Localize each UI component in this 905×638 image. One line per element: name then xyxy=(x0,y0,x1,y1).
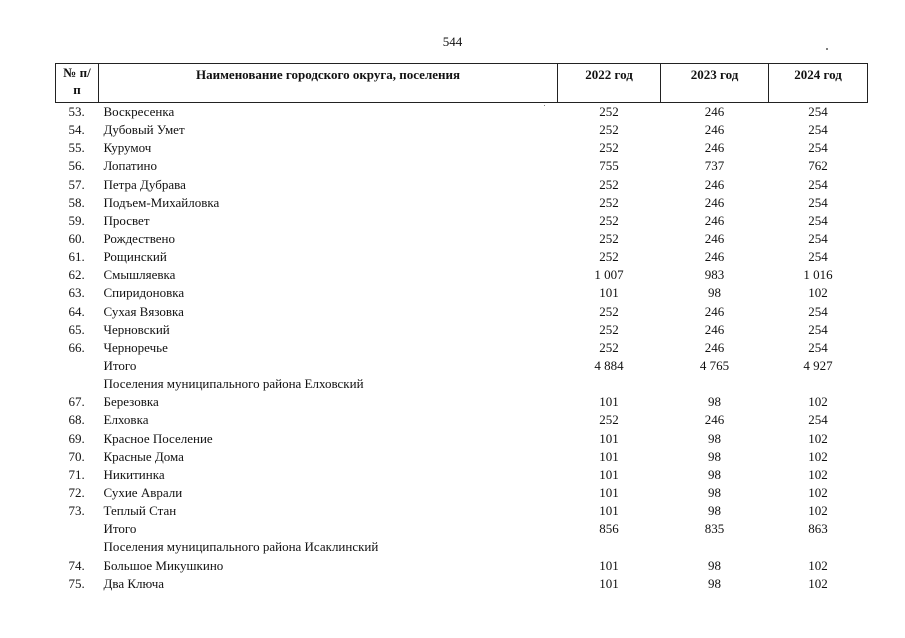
row-number: 73. xyxy=(68,503,85,519)
row-name: Сухая Вязовка xyxy=(103,303,184,319)
table-row xyxy=(56,484,868,502)
row-name: Красное Поселение xyxy=(103,430,213,446)
row-number: 74. xyxy=(68,557,85,573)
table-row xyxy=(56,430,868,448)
table-body xyxy=(56,103,868,593)
row-value-2024: 102 xyxy=(808,575,828,591)
row-value-2022: 101 xyxy=(599,557,619,573)
row-value-2022: 101 xyxy=(599,466,619,482)
table-row xyxy=(56,538,868,556)
header-number-label: № п/п xyxy=(63,65,91,97)
table-row xyxy=(56,212,868,230)
budget-table xyxy=(55,63,868,593)
row-name: Черноречье xyxy=(103,339,168,355)
row-number: 66. xyxy=(68,339,85,355)
row-number: 75. xyxy=(68,575,85,591)
table-row xyxy=(56,303,868,321)
row-number: 64. xyxy=(68,303,85,319)
row-number: 54. xyxy=(68,122,85,138)
row-number: 63. xyxy=(68,285,85,301)
row-value-2022: 101 xyxy=(599,484,619,500)
table-row xyxy=(56,520,868,538)
row-value-2022: 4 884 xyxy=(594,357,624,373)
table-row xyxy=(56,466,868,484)
row-value-2023: 246 xyxy=(704,412,725,428)
row-value-2024 xyxy=(769,375,868,393)
row-value-2023: 246 xyxy=(704,176,725,192)
row-value-2024: 102 xyxy=(808,285,828,301)
row-number: 56. xyxy=(68,158,85,174)
table-row xyxy=(56,248,868,266)
row-value-2023 xyxy=(661,538,769,556)
row-name: Поселения муниципального района Елховский xyxy=(103,376,364,392)
row-name: Итого xyxy=(103,357,137,373)
row-value-2024: 254 xyxy=(808,176,828,192)
row-number xyxy=(56,357,99,375)
row-value-2024: 102 xyxy=(808,448,828,464)
row-value-2024: 254 xyxy=(808,140,828,156)
table-row xyxy=(56,339,868,357)
row-value-2022: 101 xyxy=(599,575,619,591)
row-name: Подъем-Михайловка xyxy=(103,194,220,210)
row-value-2022: 252 xyxy=(599,249,619,265)
row-value-2022: 252 xyxy=(599,339,619,355)
row-number: 58. xyxy=(68,194,85,210)
row-name: Смышляевка xyxy=(103,267,176,283)
row-value-2023: 98 xyxy=(708,557,721,573)
row-name: Елховка xyxy=(103,412,149,428)
row-name: Большое Микушкино xyxy=(103,557,224,573)
row-number: 57. xyxy=(68,176,85,192)
table-row xyxy=(56,121,868,139)
header-year-2022: 2022 год xyxy=(558,64,661,103)
row-value-2024: 254 xyxy=(808,303,828,319)
row-name: Рощинский xyxy=(103,249,167,265)
row-name: Березовка xyxy=(103,394,159,410)
header-year-2023: 2023 год xyxy=(661,64,769,103)
row-value-2023: 246 xyxy=(704,122,725,138)
table-row xyxy=(56,176,868,194)
row-value-2022: 856 xyxy=(599,521,619,537)
row-name: Итого xyxy=(103,521,137,537)
row-value-2022: 101 xyxy=(599,448,619,464)
row-value-2024: 102 xyxy=(808,557,828,573)
row-value-2023: 4 765 xyxy=(699,357,730,373)
row-number: 59. xyxy=(68,212,85,228)
row-value-2024: 102 xyxy=(808,503,828,519)
row-value-2022: 101 xyxy=(599,394,619,410)
row-name: Просвет xyxy=(103,212,150,228)
table-row xyxy=(56,321,868,339)
row-value-2024: 762 xyxy=(808,158,828,174)
row-name: Теплый Стан xyxy=(103,503,177,519)
row-value-2023: 246 xyxy=(704,140,725,156)
row-name: Курумоч xyxy=(103,140,152,156)
row-value-2023: 246 xyxy=(704,194,725,210)
row-value-2023 xyxy=(661,375,769,393)
row-value-2023: 98 xyxy=(708,503,721,519)
row-value-2024: 102 xyxy=(808,394,828,410)
row-value-2022: 252 xyxy=(599,212,619,228)
row-value-2023: 246 xyxy=(704,303,725,319)
row-number xyxy=(56,520,99,538)
row-number: 72. xyxy=(68,484,85,500)
row-value-2023: 246 xyxy=(704,249,725,265)
row-name: Лопатино xyxy=(103,158,157,174)
row-number: 70. xyxy=(68,448,85,464)
row-number: 69. xyxy=(68,430,85,446)
row-value-2022: 101 xyxy=(599,285,619,301)
row-value-2022: 252 xyxy=(599,122,619,138)
table-row xyxy=(56,103,868,122)
row-value-2024: 254 xyxy=(808,104,828,119)
row-name: Никитинка xyxy=(103,466,165,482)
row-value-2023: 98 xyxy=(708,466,721,482)
row-value-2024: 254 xyxy=(808,212,828,228)
header-number xyxy=(56,64,99,103)
row-name: Красные Дома xyxy=(103,448,184,464)
row-value-2024: 102 xyxy=(808,484,828,500)
row-value-2022: 101 xyxy=(599,430,619,446)
row-name: Рождествено xyxy=(103,230,176,246)
table-header xyxy=(56,64,868,103)
row-value-2023: 98 xyxy=(708,448,721,464)
table-row xyxy=(56,411,868,429)
row-value-2024: 254 xyxy=(808,249,828,265)
row-value-2024 xyxy=(769,538,868,556)
row-value-2024: 102 xyxy=(808,430,828,446)
row-value-2024: 254 xyxy=(808,339,828,355)
table-row xyxy=(56,393,868,411)
table-row xyxy=(56,266,868,284)
table-row xyxy=(56,357,868,375)
row-value-2024: 254 xyxy=(808,230,828,246)
row-number: 71. xyxy=(68,466,85,482)
row-value-2022: 1 007 xyxy=(594,267,624,283)
table-row xyxy=(56,502,868,520)
row-value-2022: 252 xyxy=(599,412,619,428)
table-row xyxy=(56,375,868,393)
table-row xyxy=(56,575,868,593)
row-value-2023: 98 xyxy=(708,285,721,301)
row-value-2024: 4 927 xyxy=(803,357,833,373)
row-value-2023: 737 xyxy=(704,158,725,174)
row-value-2023: 835 xyxy=(704,521,725,537)
row-value-2024: 254 xyxy=(808,194,828,210)
row-number: 60. xyxy=(68,230,85,246)
row-number: 62. xyxy=(68,267,85,283)
header-row xyxy=(56,64,868,103)
row-value-2023: 246 xyxy=(704,212,725,228)
row-number: 67. xyxy=(68,394,85,410)
row-value-2024: 102 xyxy=(808,466,828,482)
row-name: Два Ключа xyxy=(103,575,165,591)
row-value-2023: 246 xyxy=(704,339,725,355)
row-name: Дубовый Умет xyxy=(103,122,185,138)
row-name: Поселения муниципального района Исаклинский xyxy=(103,539,379,555)
scan-speck xyxy=(544,105,545,106)
row-number xyxy=(56,375,99,393)
scan-speck xyxy=(826,48,828,50)
table-row xyxy=(56,557,868,575)
table-row xyxy=(56,448,868,466)
row-value-2022: 252 xyxy=(599,321,619,337)
row-value-2023: 246 xyxy=(704,321,725,337)
table-row xyxy=(56,284,868,302)
header-year-2024: 2024 год xyxy=(769,64,868,103)
table-row xyxy=(56,157,868,175)
row-number: 61. xyxy=(68,249,85,265)
row-value-2023: 98 xyxy=(708,575,721,591)
row-number xyxy=(56,538,99,556)
row-value-2022 xyxy=(558,538,661,556)
row-value-2024: 863 xyxy=(808,521,828,537)
row-value-2022: 252 xyxy=(599,104,619,119)
table-row xyxy=(56,139,868,157)
row-number: 65. xyxy=(68,321,85,337)
row-name: Сухие Аврали xyxy=(103,484,183,500)
row-value-2024: 254 xyxy=(808,122,828,138)
table-row xyxy=(56,194,868,212)
row-value-2022: 252 xyxy=(599,230,619,246)
row-value-2022: 252 xyxy=(599,176,619,192)
row-value-2024: 254 xyxy=(808,321,828,337)
row-value-2023: 246 xyxy=(704,230,725,246)
row-value-2023: 246 xyxy=(704,104,725,119)
row-name: Спиридоновка xyxy=(103,285,185,301)
row-value-2022 xyxy=(558,375,661,393)
row-number: 68. xyxy=(68,412,85,428)
row-value-2023: 98 xyxy=(708,484,721,500)
header-name: Наименование городского округа, поселения xyxy=(99,64,558,103)
row-number: 53. xyxy=(68,104,85,119)
row-value-2022: 252 xyxy=(599,303,619,319)
row-value-2022: 755 xyxy=(599,158,619,174)
row-value-2022: 101 xyxy=(599,503,619,519)
row-value-2024: 254 xyxy=(808,412,828,428)
row-name: Петра Дубрава xyxy=(103,176,186,192)
row-number: 55. xyxy=(68,140,85,156)
table-row xyxy=(56,230,868,248)
row-value-2023: 98 xyxy=(708,394,721,410)
row-name: Черновский xyxy=(103,321,170,337)
page-number: 544 xyxy=(442,34,463,49)
row-value-2023: 98 xyxy=(708,430,721,446)
row-value-2024: 1 016 xyxy=(803,267,833,283)
row-value-2022: 252 xyxy=(599,140,619,156)
row-name: Воскресенка xyxy=(103,104,175,119)
row-value-2022: 252 xyxy=(599,194,619,210)
row-value-2023: 983 xyxy=(704,267,725,283)
